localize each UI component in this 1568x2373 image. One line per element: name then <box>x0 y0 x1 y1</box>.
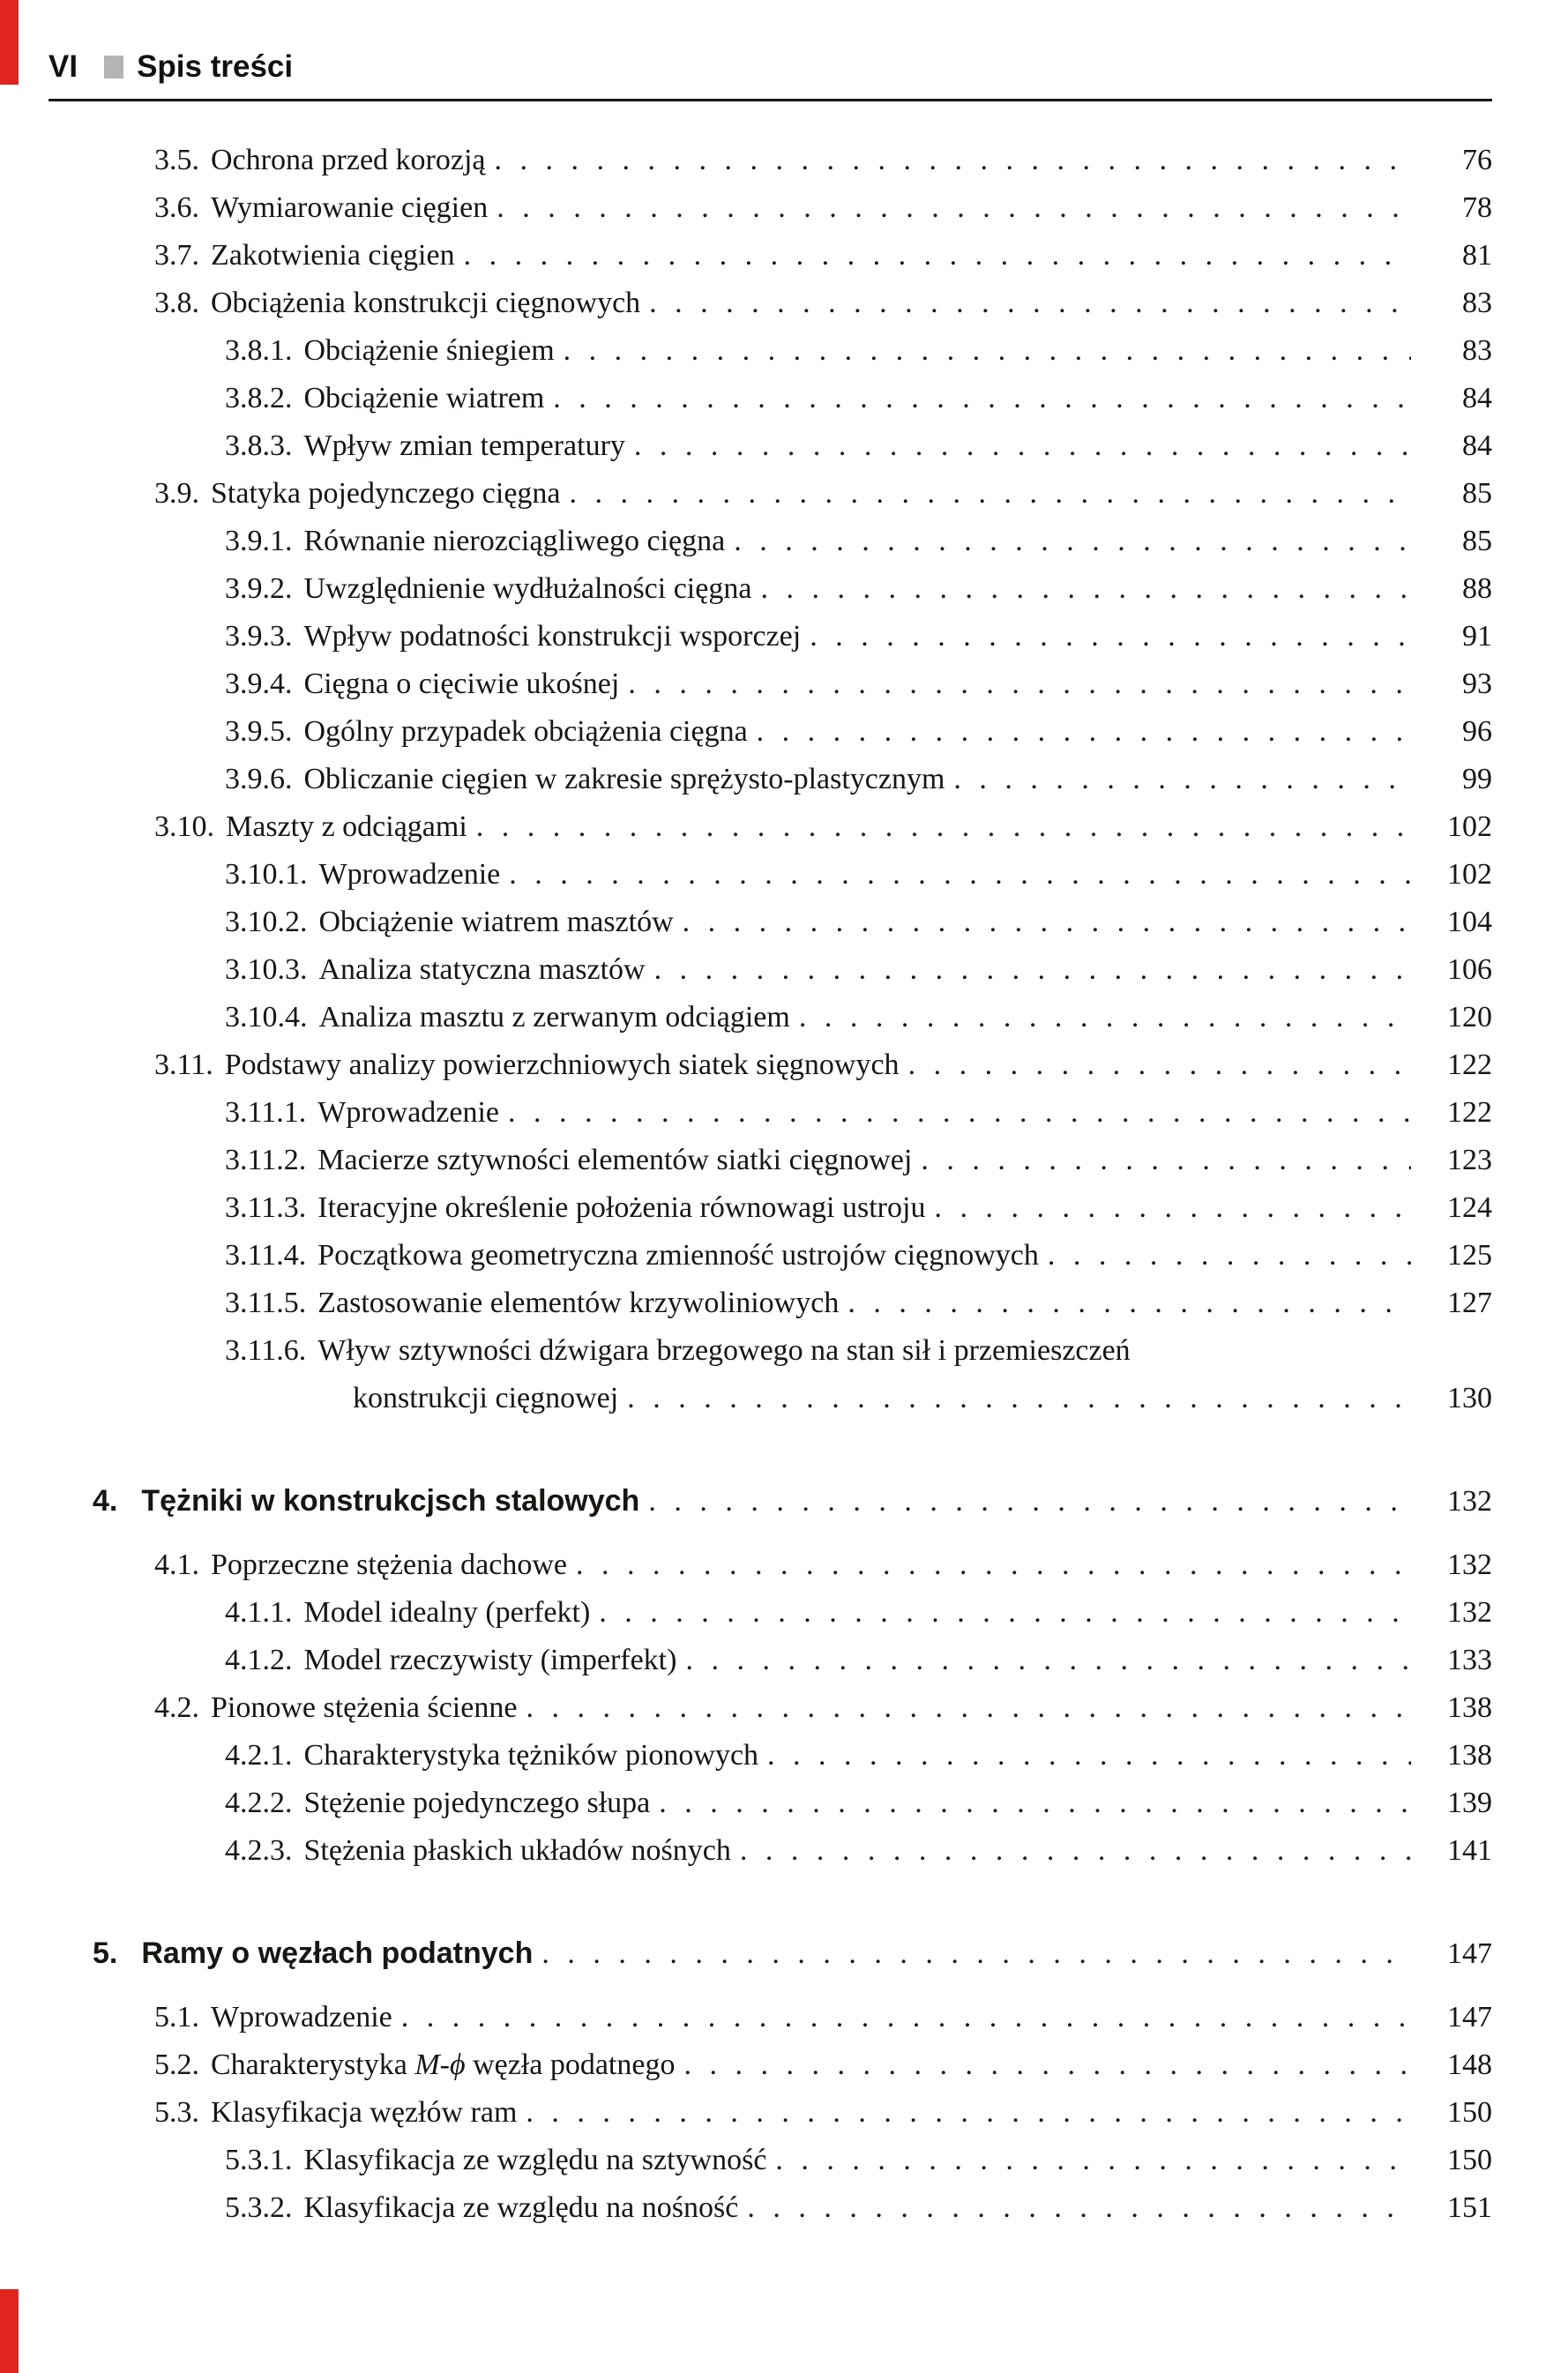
toc-entry-title: Statyka pojedynczego cięgna <box>211 477 561 510</box>
dot-leader <box>570 470 1411 518</box>
toc-entry-page-number: 150 <box>1447 2096 1492 2129</box>
toc-entry-number: 3.11.3. <box>225 1191 307 1224</box>
toc-entry-row <box>225 1089 1492 1137</box>
toc-entry-title: konstrukcji cięgnowej <box>353 1382 619 1414</box>
toc-entry-row <box>225 1280 1492 1327</box>
toc-entry-page-number: 123 <box>1447 1144 1492 1176</box>
toc-entry-title: Analiza statyczna masztów <box>318 953 646 986</box>
toc-entry-number: 3.8. <box>154 287 199 319</box>
toc-entry-row <box>225 851 1492 899</box>
toc-entry-title: Obciążenie śniegiem <box>303 334 555 367</box>
toc-entry-number: 5. <box>93 1936 118 1970</box>
toc-entry-row <box>353 1375 1492 1422</box>
toc-entry-label <box>225 2184 738 2232</box>
toc-entry-page-number: 83 <box>1462 334 1492 367</box>
toc-entry-number: 3.6. <box>154 191 199 224</box>
toc-entry-page-number: 84 <box>1462 429 1492 462</box>
dot-leader <box>953 756 1411 803</box>
toc-entry-label <box>225 899 674 946</box>
toc-entry-title: Obciążenie wiatrem masztów <box>318 906 674 938</box>
dot-leader <box>627 1375 1411 1422</box>
toc-entry-label <box>154 803 467 851</box>
toc-entry-number: 3.8.1. <box>225 334 293 367</box>
toc-entry-number: 3.9.2. <box>225 572 293 605</box>
dot-leader <box>553 375 1411 422</box>
toc-entry-title: Charakterystyka tężników pionowych <box>303 1739 759 1772</box>
toc-entry-label <box>225 565 751 613</box>
toc-entry-row <box>225 1732 1492 1780</box>
toc-entry-page-number: 85 <box>1462 477 1492 510</box>
toc-entry-page-number: 124 <box>1447 1191 1492 1224</box>
toc-entry-label <box>225 1780 650 1827</box>
toc-entry-row <box>225 375 1492 422</box>
toc-entry-row <box>225 2137 1492 2184</box>
toc-entry-number: 5.3.2. <box>225 2191 293 2224</box>
toc-entry-row <box>225 565 1492 613</box>
toc-entry-number: 3.9.4. <box>225 668 293 700</box>
toc-entry-row <box>225 994 1492 1041</box>
dot-leader <box>526 2089 1411 2137</box>
toc-entry-row <box>154 184 1492 232</box>
toc-entry-row <box>225 1137 1492 1184</box>
dot-leader <box>659 1780 1411 1827</box>
toc-entry-number: 3.5. <box>154 144 199 176</box>
toc-entry-title: Cięgna o cięciwie ukośnej <box>303 668 620 700</box>
dot-leader <box>767 1732 1411 1780</box>
toc-entry-row <box>225 1827 1492 1875</box>
toc-entry-row <box>154 280 1492 327</box>
toc-entry-number: 3.7. <box>154 239 199 272</box>
page-edge-red-strip-top <box>0 0 19 85</box>
toc-entry-page-number: 127 <box>1447 1287 1492 1319</box>
toc-entry-label <box>225 1089 499 1137</box>
page-number-label: VI <box>49 49 78 84</box>
toc-entry-label <box>225 422 625 470</box>
toc-entry-title: Wływ sztywności dźwigara brzegowego na stan sił i przemieszczeń <box>317 1334 1131 1367</box>
toc-entry-page-number: 78 <box>1462 191 1492 224</box>
toc-entry-label <box>154 280 640 327</box>
toc-entry-page-number: 141 <box>1447 1834 1492 1867</box>
toc-entry-page-number: 96 <box>1462 715 1492 748</box>
toc-entry-label <box>154 184 488 232</box>
toc-entry-row <box>154 2041 1492 2089</box>
toc-entry-label <box>225 327 555 375</box>
toc-entry-row <box>225 660 1492 708</box>
toc-entry-page-number: 130 <box>1447 1382 1492 1414</box>
toc-entry-label <box>154 1684 517 1732</box>
toc-entry-label <box>225 851 500 899</box>
toc-entry-number: 5.3.1. <box>225 2144 293 2176</box>
toc-entry-row <box>154 1541 1492 1589</box>
toc-entry-label <box>225 1184 925 1232</box>
toc-entry-page-number: 122 <box>1447 1048 1492 1081</box>
toc-entry-title: Obciążenia konstrukcji cięgnowych <box>211 287 641 319</box>
toc-entry-page-number: 91 <box>1462 620 1492 653</box>
toc-entry-number: 3.9. <box>154 477 199 510</box>
toc-entry-number: 5.2. <box>154 2048 199 2081</box>
dot-leader <box>921 1137 1411 1184</box>
toc-entry-number: 4.1. <box>154 1548 199 1581</box>
toc-entry-page-number: 83 <box>1462 287 1492 319</box>
toc-entry-page-number: 85 <box>1462 525 1492 557</box>
toc-entry-label <box>154 470 561 518</box>
toc-entry-page-number: 148 <box>1447 2048 1492 2081</box>
toc-entry-title: Zastosowanie elementów krzywoliniowych <box>317 1287 840 1319</box>
header-square-icon <box>104 56 123 78</box>
toc-entry-title: Wprowadzenie <box>211 2001 392 2033</box>
toc-entry-title: Tężniki w konstrukcjsch stalowych <box>141 1484 640 1518</box>
dot-leader <box>757 708 1411 756</box>
toc-entry-number: 3.11.6. <box>225 1334 307 1367</box>
toc-entry-row <box>225 613 1492 660</box>
toc-entry-title: Ogólny przypadek obciążenia cięgna <box>303 715 748 748</box>
toc-entry-number: 4.2.2. <box>225 1787 293 1819</box>
toc-entry-page-number: 76 <box>1462 144 1492 176</box>
toc-entry-label <box>225 1327 1131 1375</box>
dot-leader <box>740 1827 1411 1875</box>
toc-entry-row <box>225 899 1492 946</box>
toc-entry-title: Stężenia płaskich układów nośnych <box>303 1834 731 1867</box>
toc-entry-row <box>154 137 1492 184</box>
dot-leader <box>685 1637 1411 1684</box>
toc-list <box>93 137 1492 2232</box>
dot-leader <box>683 2041 1411 2089</box>
toc-entry-title: Obciążenie wiatrem <box>303 382 545 414</box>
toc-entry-label <box>225 994 790 1041</box>
toc-entry-label <box>93 1929 533 1977</box>
toc-entry-row <box>225 708 1492 756</box>
dot-leader <box>476 803 1411 851</box>
toc-entry-row <box>225 2184 1492 2232</box>
toc-entry-title: Ramy o węzłach podatnych <box>141 1936 534 1970</box>
toc-entry-number: 3.10. <box>154 810 214 843</box>
toc-entry-number: 3.9.3. <box>225 620 293 653</box>
page-header <box>49 49 1492 85</box>
toc-entry-row <box>225 1184 1492 1232</box>
page-edge-red-strip-bottom <box>0 2289 19 2373</box>
toc-entry-page-number: 138 <box>1447 1739 1492 1772</box>
dot-leader <box>495 137 1411 184</box>
dot-leader <box>497 184 1411 232</box>
header-rule <box>49 99 1492 101</box>
toc-entry-title: Klasyfikacja ze względu na nośność <box>303 2191 739 2224</box>
toc-entry-number: 4.2.3. <box>225 1834 293 1867</box>
toc-entry-page-number: 93 <box>1462 668 1492 700</box>
toc-entry-page-number: 133 <box>1447 1644 1492 1676</box>
toc-entry-page-number: 106 <box>1447 953 1492 986</box>
dot-leader <box>934 1184 1411 1232</box>
toc-entry-row <box>154 470 1492 518</box>
toc-entry-title: Równanie nierozciągliwego cięgna <box>303 525 726 557</box>
toc-entry-page-number: 132 <box>1447 1596 1492 1629</box>
toc-entry-label <box>154 1541 567 1589</box>
toc-entry-page-number: 81 <box>1462 239 1492 272</box>
dot-leader <box>908 1041 1411 1089</box>
toc-entry-page-number: 84 <box>1462 382 1492 414</box>
toc-entry-row <box>225 1637 1492 1684</box>
toc-entry-row <box>225 1780 1492 1827</box>
page-title: Spis treści <box>137 49 294 84</box>
toc-entry-label <box>225 518 725 565</box>
toc-entry-number: 4.1.1. <box>225 1596 293 1629</box>
toc-entry-title: Macierze sztywności elementów siatki cięgnowej <box>317 1144 913 1176</box>
toc-entry-row <box>225 1589 1492 1637</box>
toc-entry-label <box>154 2089 517 2137</box>
toc-entry-row <box>154 1041 1492 1089</box>
toc-entry-number: 3.11.2. <box>225 1144 307 1176</box>
toc-entry-row <box>154 232 1492 280</box>
toc-entry-title: Charakterystyka <box>211 2048 415 2081</box>
toc-entry-title: Poprzeczne stężenia dachowe <box>211 1548 567 1581</box>
dot-leader <box>508 1089 1411 1137</box>
toc-entry-row <box>225 327 1492 375</box>
toc-entry-number: 3.10.3. <box>225 953 308 986</box>
toc-entry-label <box>225 1280 839 1327</box>
toc-entry-number: 4.2.1. <box>225 1739 293 1772</box>
toc-entry-label <box>225 1637 676 1684</box>
toc-entry-row <box>154 1994 1492 2041</box>
toc-entry-row <box>225 1232 1492 1280</box>
toc-entry-title: Stężenie pojedynczego słupa <box>303 1787 651 1819</box>
toc-entry-label <box>154 1994 392 2041</box>
dot-leader <box>760 565 1411 613</box>
toc-entry-number: 3.10.1. <box>225 858 308 891</box>
toc-entry-title: Wymiarowanie cięgien <box>211 191 489 224</box>
toc-entry-title: Wpływ zmian temperatury <box>303 429 625 462</box>
toc-entry-title: Wprowadzenie <box>317 1096 500 1129</box>
toc-entry-label <box>225 613 801 660</box>
toc-entry-number: 5.1. <box>154 2001 199 2033</box>
toc-entry-page-number: 99 <box>1462 763 1492 795</box>
toc-entry-label <box>225 1137 912 1184</box>
toc-entry-title: Początkowa geometryczna zmienność ustrojów cięgnowych <box>317 1239 1039 1272</box>
toc-entry-label <box>225 660 619 708</box>
toc-entry-label <box>225 1732 758 1780</box>
toc-entry-page-number: 150 <box>1447 2144 1492 2176</box>
toc-entry-page-number: 139 <box>1447 1787 1492 1819</box>
toc-entry-row <box>225 1327 1492 1375</box>
dot-leader <box>576 1541 1411 1589</box>
dot-leader <box>1048 1232 1411 1280</box>
toc-entry-title: Model rzeczywisty (imperfekt) <box>303 1644 677 1676</box>
toc-chapter-row <box>93 1477 1492 1526</box>
toc-entry-page-number: 120 <box>1447 1001 1492 1034</box>
toc-entry-title: M-ϕ <box>414 2048 466 2081</box>
toc-entry-number: 4. <box>93 1484 118 1518</box>
toc-entry-number: 3.11. <box>154 1048 213 1081</box>
toc-chapter-row <box>93 1929 1492 1978</box>
dot-leader <box>810 613 1411 660</box>
toc-entry-row <box>154 803 1492 851</box>
toc-entry-title: Podstawy analizy powierzchniowych siatek sięgnowych <box>224 1048 900 1081</box>
dot-leader <box>847 1280 1411 1327</box>
toc-entry-label <box>225 375 544 422</box>
toc-entry-page-number: 102 <box>1447 858 1492 891</box>
toc-entry-title: Analiza masztu z zerwanym odciągiem <box>318 1001 790 1034</box>
toc-entry-number: 4.1.2. <box>225 1644 293 1676</box>
dot-leader <box>654 946 1411 994</box>
toc-entry-row <box>225 946 1492 994</box>
toc-entry-title: Obliczanie cięgien w zakresie sprężysto-plastycznym <box>303 763 945 795</box>
toc-entry-label <box>225 708 748 756</box>
toc-entry-title: Klasyfikacja ze względu na sztywność <box>303 2144 767 2176</box>
dot-leader <box>775 2137 1411 2184</box>
dot-leader <box>747 2184 1411 2232</box>
toc-entry-label <box>225 1827 731 1875</box>
toc-entry-number: 3.9.1. <box>225 525 293 557</box>
toc-entry-page-number: 138 <box>1447 1691 1492 1724</box>
toc-entry-number: 3.9.6. <box>225 763 293 795</box>
toc-entry-row <box>225 422 1492 470</box>
dot-leader <box>799 994 1411 1041</box>
dot-leader <box>541 1930 1411 1978</box>
toc-entry-label <box>225 1589 590 1637</box>
toc-entry-page-number: 147 <box>1447 1937 1492 1970</box>
toc-entry-label <box>225 1232 1039 1280</box>
toc-entry-label <box>154 2041 675 2089</box>
toc-entry-number: 4.2. <box>154 1691 199 1724</box>
toc-entry-page-number: 122 <box>1447 1096 1492 1129</box>
toc-entry-page-number: 151 <box>1447 2191 1492 2224</box>
toc-entry-number: 3.11.4. <box>225 1239 307 1272</box>
toc-entry-label <box>154 137 486 184</box>
toc-entry-title: Uwzględnienie wydłużalności cięgna <box>303 572 752 605</box>
toc-entry-row <box>154 1684 1492 1732</box>
dot-leader <box>683 899 1411 946</box>
toc-entry-label <box>353 1375 618 1422</box>
toc-entry-title: Wpływ podatności konstrukcji wsporczej <box>303 620 802 653</box>
dot-leader <box>401 1994 1411 2041</box>
toc-entry-number: 3.8.2. <box>225 382 293 414</box>
toc-entry-page-number: 102 <box>1447 810 1492 843</box>
dot-leader <box>526 1684 1411 1732</box>
toc-entry-label <box>93 1477 639 1525</box>
toc-entry-page-number: 104 <box>1447 906 1492 938</box>
toc-entry-row <box>154 2089 1492 2137</box>
toc-entry-number: 3.8.3. <box>225 429 293 462</box>
toc-entry-number: 3.11.5. <box>225 1287 307 1319</box>
toc-entry-number: 3.11.1. <box>225 1096 307 1129</box>
toc-entry-title: Wprowadzenie <box>318 858 501 891</box>
dot-leader <box>634 422 1411 470</box>
toc-entry-row <box>225 756 1492 803</box>
toc-entry-title: Ochrona przed korozją <box>211 144 486 176</box>
toc-entry-number: 3.9.5. <box>225 715 293 748</box>
dot-leader <box>628 660 1411 708</box>
toc-entry-page-number: 147 <box>1447 2001 1492 2033</box>
toc-entry-title: Pionowe stężenia ścienne <box>211 1691 518 1724</box>
dot-leader <box>648 1478 1411 1526</box>
toc-entry-title: Klasyfikacja węzłów ram <box>211 2096 518 2129</box>
toc-entry-title: Maszty z odciągami <box>226 810 467 843</box>
toc-entry-label <box>154 1041 900 1089</box>
toc-entry-title: Model idealny (perfekt) <box>303 1596 591 1629</box>
toc-entry-title: Zakotwienia cięgien <box>211 239 455 272</box>
dot-leader <box>599 1589 1411 1637</box>
toc-entry-number: 3.10.2. <box>225 906 308 938</box>
dot-leader <box>509 851 1411 899</box>
toc-entry-title: węzła podatnego <box>465 2048 676 2081</box>
toc-entry-number: 3.10.4. <box>225 1001 308 1034</box>
toc-entry-page-number: 132 <box>1447 1485 1492 1518</box>
toc-entry-title: Iteracyjne określenie położenia równowagi ustroju <box>317 1191 926 1224</box>
toc-entry-page-number: 125 <box>1447 1239 1492 1272</box>
toc-entry-label <box>225 946 646 994</box>
toc-entry-page-number: 132 <box>1447 1548 1492 1581</box>
toc-entry-number: 5.3. <box>154 2096 199 2129</box>
toc-entry-label <box>225 756 945 803</box>
dot-leader <box>649 280 1411 327</box>
dot-leader <box>734 518 1411 565</box>
toc-entry-row <box>225 518 1492 565</box>
dot-leader <box>564 327 1411 375</box>
toc-entry-page-number: 88 <box>1462 572 1492 605</box>
dot-leader <box>464 232 1411 280</box>
toc-entry-label <box>225 2137 766 2184</box>
toc-entry-label <box>154 232 455 280</box>
